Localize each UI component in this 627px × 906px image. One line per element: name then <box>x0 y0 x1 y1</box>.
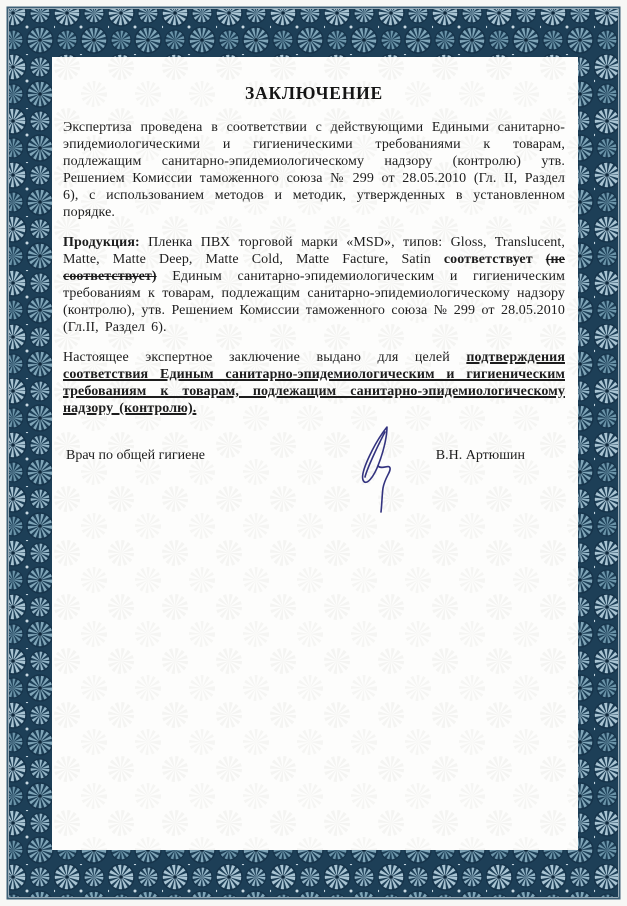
document-paragraphs <box>63 119 565 417</box>
text-segment: Пленка ПВХ торговой марки «MSD», типов: Gloss, Translucent, Matte, Matte Deep, Matte Cold, Matte Facture, Satin <box>63 235 565 267</box>
signer-role-label: Врач по общей гигиене <box>66 448 206 463</box>
text-segment: подтверждения соответствия Единым санитарно-эпидемиологическим и гигиеническим требованиям к товарам, подлежащим санитарно-эпидемиологическому надзору (контролю). <box>63 350 565 416</box>
text-segment: Единым санитарно-эпидемиологическим и гигиеническим требованиям к товарам, подлежащим санитарно-эпидемиологическому надзору (контролю), утв. Решением Комиссии таможенного союза № 299 от 28.05.2010 (Гл.II, Раздел 6). <box>63 269 565 335</box>
text-segment: (не соответствует) <box>63 252 565 284</box>
text-segment: Экспертиза проведена в соответствии с действующими Едиными санитарно-эпидемиологическими и гигиеническими требованиями к товарам, подлежащим санитарно-эпидемиологическому надзору (контролю) утв. Решением Комиссии таможенного союза № 299 от 28.05.2010 (Гл. II, Раздел 6), с использованием методов и методик, утвержденных в установленном порядке. <box>63 120 565 220</box>
paragraph <box>63 349 565 417</box>
document-title: ЗАКЛЮЧЕНИЕ <box>244 83 384 103</box>
paragraph <box>63 119 565 221</box>
document-body <box>52 57 578 850</box>
handwritten-signature-icon <box>349 420 409 525</box>
paragraph <box>63 234 565 336</box>
signer-name-label: В.Н. Артюшин <box>435 448 525 463</box>
text-segment: Настоящее экспертное заключение выдано для целей <box>63 350 467 365</box>
signature-row <box>63 448 565 464</box>
text-segment: Продукция: <box>63 235 149 250</box>
text-segment: соответствует <box>443 252 546 267</box>
